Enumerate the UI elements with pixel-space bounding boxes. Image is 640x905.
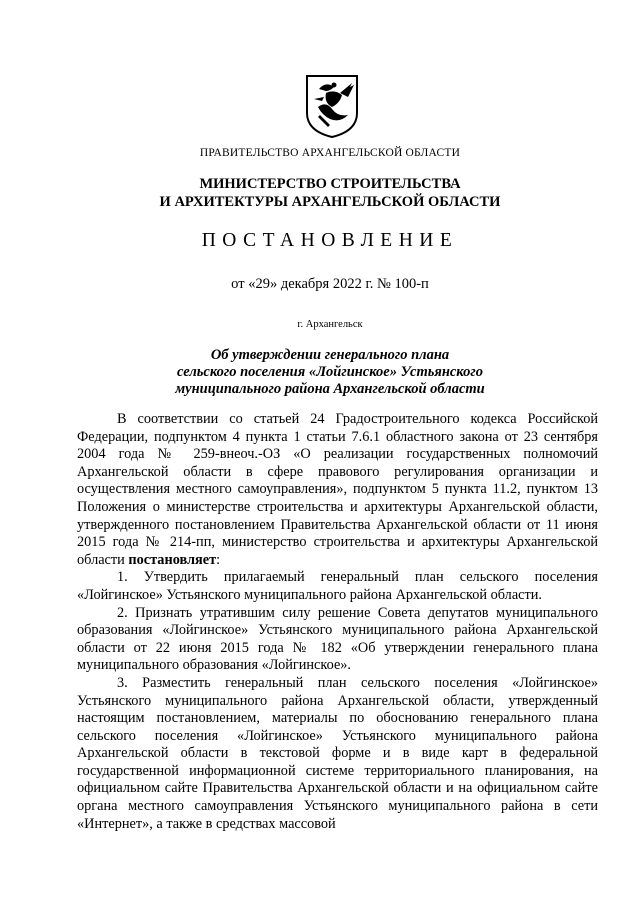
coat-of-arms-emblem-icon [304,73,360,139]
subject-line-2: сельского поселения «Лойгинское» Устьянского [177,364,483,380]
decree-colon: : [216,551,221,568]
document-body [77,411,598,833]
subject-line-1: Об утверждении генерального плана [210,347,450,363]
city-name: г. Архангельск [297,319,363,330]
item-1-paragraph: 1. Утвердить прилагаемый генеральный план сельского поселения «Лойгинское» Устьянского муниципального района Архангельской области. [77,569,598,603]
document-subject [60,347,600,398]
preamble-paragraph [77,411,598,569]
ministry-heading [60,175,600,211]
ministry-line-2: И АРХИТЕКТУРЫ АРХАНГЕЛЬСКОЙ ОБЛАСТИ [159,194,501,210]
document-type-title: ПОСТАНОВЛЕНИЕ [201,230,459,251]
preamble-text: В соответствии со статьей 24 Градостроительного кодекса Российской Федерации, подпунктом 4 пункта 1 статьи 7.6.1 областного закона от 23 сентября 2004 года № 259-внеоч.-ОЗ «О реализации государственных полномочий Архангельской области в сфере правового регулирования организации и осуществления местного самоуправления», подпунктом 5 пункта 11.2, пунктом 13 Положения о министерстве строительства и архитектуры Архангельской области, утвержденного постановлением Правительства Архангельской области от 11 июня 2015 года № 214-пп, министерство строительства и архитектуры Архангельской области [77,411,598,568]
subject-line-3: муниципального района Архангельской области [175,381,485,397]
item-2-paragraph: 2. Признать утратившим силу решение Совета депутатов муниципального образования «Лойгинское» Устьянского муниципального района Архангельской области от 22 июня 2015 года № 182 «Об утверждении генерального плана муниципального образования «Лойгинское». [77,604,598,674]
government-heading: ПРАВИТЕЛЬСТВО АРХАНГЕЛЬСКОЙ ОБЛАСТИ [199,147,461,159]
item-3-paragraph: 3. Разместить генеральный план сельского поселения «Лойгинское» Устьянского муниципального района Архангельской области, утвержденный настоящим постановлением, материалы по обоснованию генерального плана сельского поселения «Лойгинское» Устьянского муниципального района Архангельской области в текстовой форме и в виде карт в федеральной государственной информационной системе территориального планирования, на официальном сайте Правительства Архангельской области и на официальном сайте органа местного самоуправления Устьянского муниципального района в сети «Интернет», а также в средствах массовой [77,674,598,832]
ministry-line-1: МИНИСТЕРСТВО СТРОИТЕЛЬСТВА [199,176,461,192]
date-and-number: от «29» декабря 2022 г. № 100-п [231,276,429,292]
decree-word: постановляет [128,551,217,568]
